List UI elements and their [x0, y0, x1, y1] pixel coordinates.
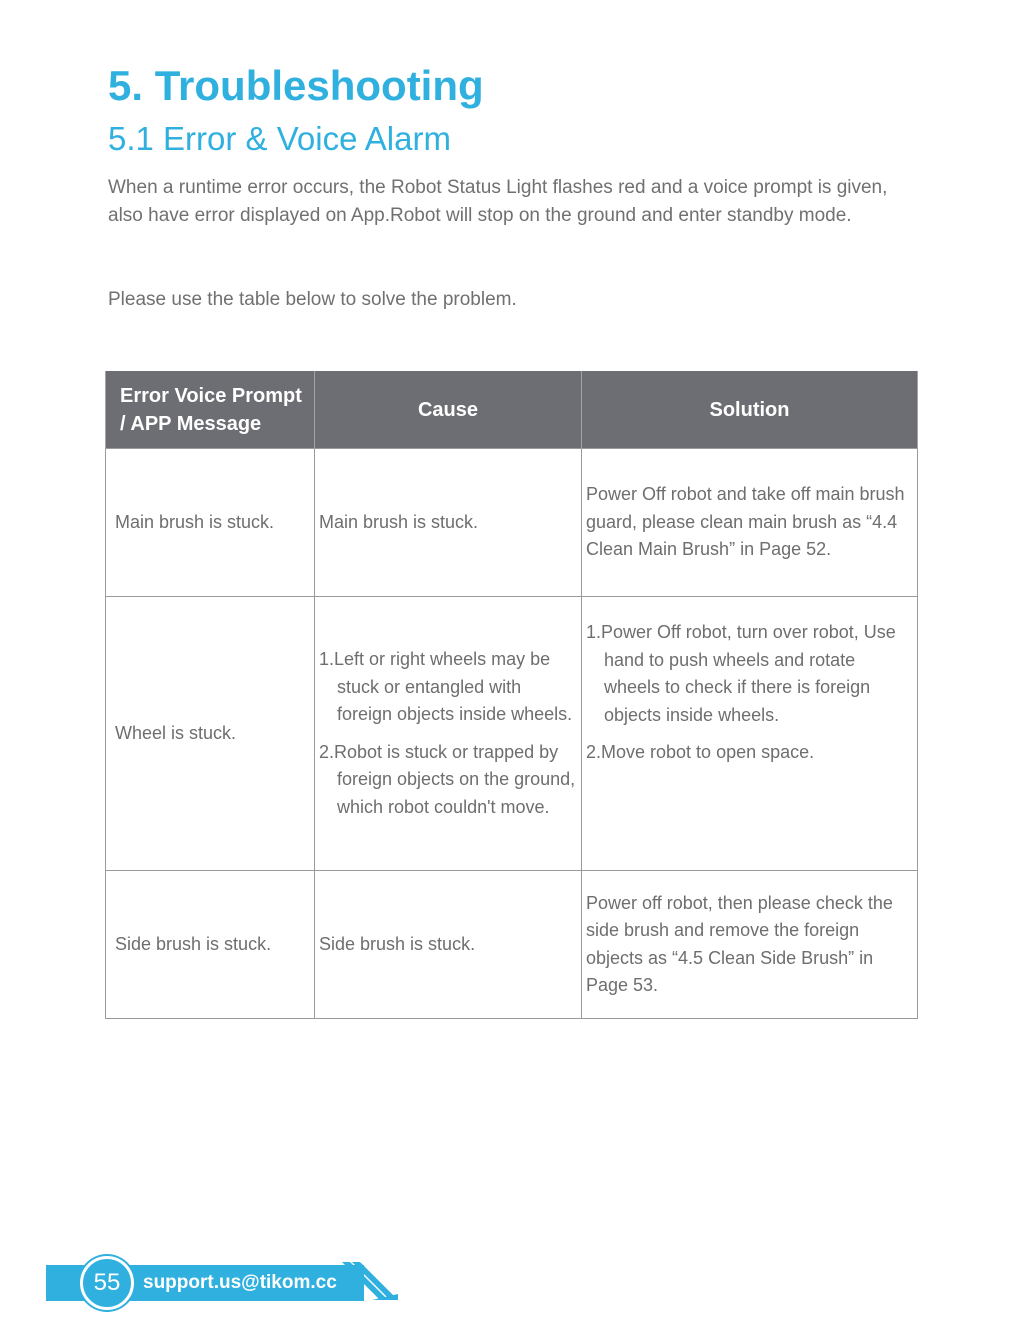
table-row [106, 449, 918, 597]
troubleshooting-table [105, 371, 918, 1019]
solution-cell [582, 597, 918, 871]
solution-item: 1.Power Off robot, turn over robot, Use hand to push wheels and rotate wheels to check if there is foreign objects inside wheels. [586, 622, 896, 725]
solution-item: 2.Move robot to open space. [586, 742, 815, 762]
instruction-paragraph: Please use the table below to solve the problem. [108, 289, 517, 310]
cause-cell: Side brush is stuck. [315, 871, 582, 1019]
solution-cell: Power off robot, then please check the side brush and remove the foreign objects as “4.5 Clean Side Brush” in Page 53. [582, 871, 918, 1019]
page-title: 5. Troubleshooting [108, 62, 484, 109]
table-header-row [106, 371, 918, 449]
error-prompt-cell: Wheel is stuck. [106, 597, 315, 871]
support-email: support.us@tikom.cc [143, 1272, 337, 1293]
error-prompt-cell: Main brush is stuck. [106, 449, 315, 597]
solution-list [586, 619, 915, 767]
error-prompt-cell: Side brush is stuck. [106, 871, 315, 1019]
header-solution: Solution [582, 371, 918, 449]
cause-cell [315, 597, 582, 871]
table-row [106, 871, 918, 1019]
section-title: 5.1 Error & Voice Alarm [108, 120, 451, 157]
slash-arrow-icon [342, 1262, 402, 1304]
solution-cell: Power Off robot and take off main brush guard, please clean main brush as “4.4 Clean Main Brush” in Page 52. [582, 449, 918, 597]
cause-cell: Main brush is stuck. [315, 449, 582, 597]
header-error-prompt-line1: Error Voice Prompt [120, 384, 302, 407]
table-row [106, 597, 918, 871]
intro-paragraph: When a runtime error occurs, the Robot Status Light flashes red and a voice prompt is given, also have error displayed on App.Robot will stop on the ground and enter standby mode. [108, 177, 888, 226]
cause-item: 2.Robot is stuck or trapped by foreign objects on the ground, which robot couldn't move. [319, 741, 576, 817]
cause-item: 1.Left or right wheels may be stuck or entangled with foreign objects inside wheels. [319, 649, 573, 724]
header-error-prompt [106, 371, 315, 449]
header-error-prompt-line2: / APP Message [120, 412, 262, 435]
header-cause: Cause [315, 371, 582, 449]
page-number: 55 [80, 1256, 134, 1310]
cause-list [319, 646, 579, 821]
